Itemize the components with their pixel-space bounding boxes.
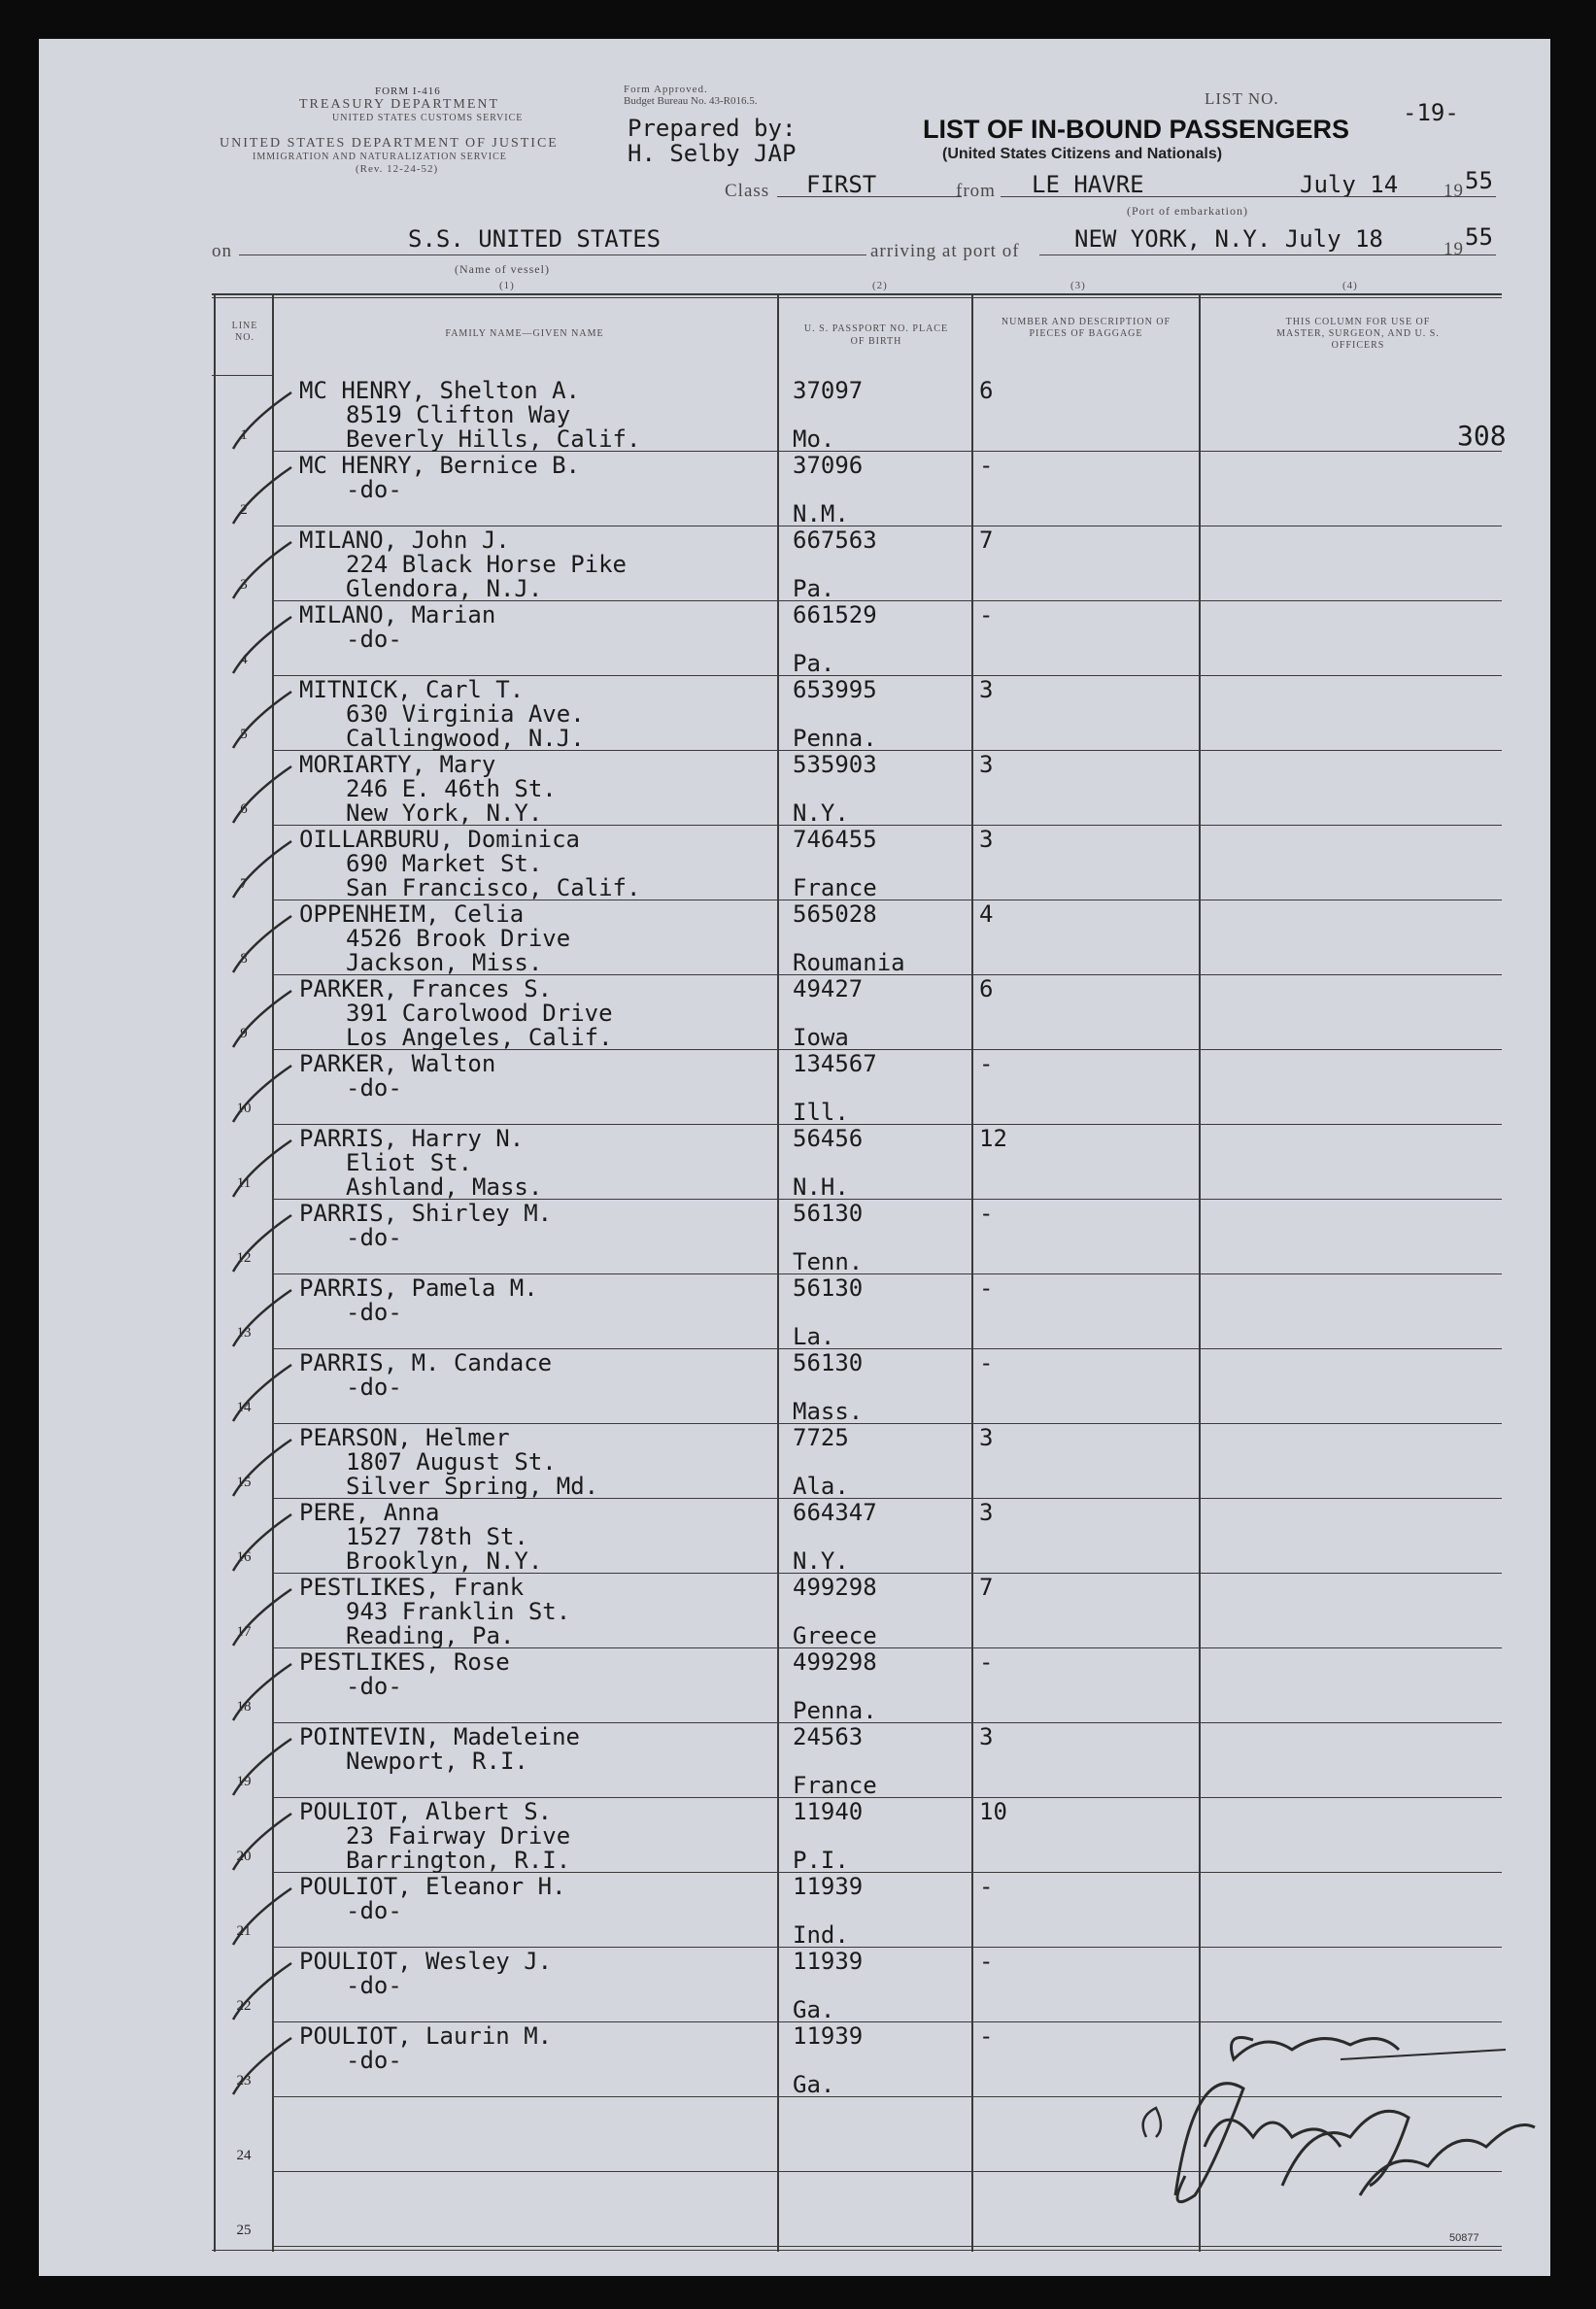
line-number: 8 (240, 951, 248, 967)
baggage-count: - (979, 1050, 994, 1077)
passenger-name-address (299, 977, 613, 1050)
check-mark-icon (229, 387, 297, 455)
place-of-birth: Ala. (793, 1473, 849, 1500)
table-row (212, 1274, 1502, 1349)
address-line-2: Los Angeles, Calif. (346, 1024, 613, 1051)
line-number: 19 (236, 1774, 252, 1789)
passenger-name: PARRIS, Harry N. (299, 1125, 525, 1152)
line-number: 1 (240, 427, 248, 443)
passenger-name-address (299, 1725, 580, 1774)
place-of-birth: N.H. (793, 1173, 849, 1201)
address-line-1: 690 Market St. (346, 850, 543, 877)
check-mark-icon (229, 1209, 297, 1277)
address-line-1: -do- (346, 1074, 402, 1102)
passport-number: 11940 (793, 1798, 864, 1825)
check-mark-icon (229, 1583, 297, 1651)
line-number: 4 (240, 652, 248, 667)
passenger-name-address (299, 2024, 552, 2073)
passport-number: 664347 (793, 1499, 877, 1526)
baggage-count: 3 (979, 676, 994, 703)
check-mark-icon (229, 1135, 297, 1203)
table-row (212, 751, 1502, 826)
check-mark-icon (229, 686, 297, 754)
baggage-count: - (979, 1648, 994, 1676)
passport-number: 37097 (793, 377, 864, 404)
table-row (212, 1200, 1502, 1274)
baggage-count: 3 (979, 751, 994, 778)
check-mark-icon (229, 1060, 297, 1128)
baggage-count: - (979, 1349, 994, 1376)
check-mark-icon (229, 1509, 297, 1577)
table-row (212, 1648, 1502, 1723)
passenger-name-address (299, 1950, 552, 1998)
passenger-name: MC HENRY, Shelton A. (299, 377, 580, 404)
address-line-1: -do- (346, 2047, 402, 2074)
passenger-name-address (299, 1800, 570, 1873)
passport-number: 24563 (793, 1723, 864, 1750)
address-line-2: Silver Spring, Md. (346, 1473, 599, 1500)
passport-number: 56130 (793, 1349, 864, 1376)
line-number: 13 (236, 1325, 252, 1341)
port-of-embarkation: LE HAVRE (1032, 171, 1144, 198)
passenger-name-address (299, 528, 627, 601)
passenger-name-address (299, 1276, 538, 1325)
address-line-2: New York, N.Y. (346, 799, 543, 827)
place-of-birth: Penna. (793, 1697, 877, 1724)
passenger-name: PESTLIKES, Rose (299, 1648, 510, 1676)
col-num-4: (4) (1342, 280, 1358, 291)
baggage-count: 12 (979, 1125, 1007, 1152)
table-row (212, 377, 1502, 452)
justice-dept: UNITED STATES DEPARTMENT OF JUSTICE (220, 136, 559, 151)
table-row (212, 826, 1502, 900)
footer-code: 50877 (1449, 2232, 1479, 2244)
form-approved: Form Approved. (624, 84, 708, 95)
place-of-birth: La. (793, 1323, 835, 1350)
passport-number: 11939 (793, 1948, 864, 1975)
address-line-1: 23 Fairway Drive (346, 1822, 571, 1850)
passenger-name: POULIOT, Laurin M. (299, 2022, 553, 2050)
class-value: FIRST (806, 171, 877, 198)
check-mark-icon (229, 910, 297, 978)
baggage-count: 6 (979, 377, 994, 404)
passenger-name-address (299, 1127, 542, 1200)
line-number: 22 (236, 1998, 252, 2014)
line-number: 14 (236, 1400, 252, 1415)
place-of-birth: Ind. (793, 1921, 849, 1949)
arrival-year: 55 (1465, 223, 1493, 251)
officer-annotation: 308 (1457, 420, 1507, 452)
baggage-count: 7 (979, 526, 994, 554)
line-number: 24 (236, 2148, 252, 2163)
passenger-name-address (299, 603, 495, 652)
check-mark-icon (229, 611, 297, 679)
baggage-count: - (979, 1274, 994, 1302)
line-number: 11 (236, 1175, 252, 1191)
form-revision: (Rev. 12-24-52) (356, 163, 439, 175)
baggage-count: - (979, 452, 994, 479)
place-of-birth: Penna. (793, 725, 877, 752)
place-of-birth: Ga. (793, 1996, 835, 2023)
check-mark-icon (229, 1658, 297, 1726)
ins-service: IMMIGRATION AND NATURALIZATION SERVICE (253, 152, 507, 162)
passport-number: 56456 (793, 1125, 864, 1152)
header-passport: U. S. PASSPORT NO. PLACE OF BIRTH (803, 323, 949, 347)
passenger-name-address (299, 1202, 552, 1250)
passenger-name: OPPENHEIM, Celia (299, 900, 525, 928)
table-row (212, 1499, 1502, 1574)
baggage-count: - (979, 1200, 994, 1227)
passenger-name-address (299, 678, 585, 751)
line-number: 21 (236, 1923, 252, 1939)
passenger-table (212, 293, 1507, 2254)
passenger-name-address (299, 1052, 495, 1101)
passenger-name: POULIOT, Albert S. (299, 1798, 553, 1825)
address-line-1: -do- (346, 1972, 402, 1999)
vessel-name: S.S. UNITED STATES (408, 225, 662, 253)
passenger-name-address (299, 1875, 566, 1923)
line-number: 7 (240, 876, 248, 892)
header-line-no: LINE NO. (231, 321, 258, 343)
table-row (212, 1798, 1502, 1873)
address-line-1: 8519 Clifton Way (346, 401, 571, 428)
year-prefix: 19 (1443, 181, 1464, 201)
baggage-count: - (979, 601, 994, 628)
embarkation-year: 55 (1465, 167, 1493, 194)
prepared-by-value: H. Selby JAP (628, 140, 797, 167)
baggage-count: 7 (979, 1574, 994, 1601)
passport-number: 11939 (793, 1873, 864, 1900)
passenger-name: MITNICK, Carl T. (299, 676, 525, 703)
year-prefix: 19 (1443, 239, 1464, 259)
check-mark-icon (229, 1883, 297, 1951)
place-of-birth: P.I. (793, 1847, 849, 1874)
passenger-name: POULIOT, Eleanor H. (299, 1873, 566, 1900)
address-line-1: -do- (346, 1673, 402, 1700)
place-of-birth: Iowa (793, 1024, 849, 1051)
line-number: 6 (240, 801, 248, 817)
baggage-count: 3 (979, 826, 994, 853)
place-of-birth: Greece (793, 1622, 877, 1649)
passport-number: 56130 (793, 1200, 864, 1227)
table-row (212, 526, 1502, 601)
customs-service: UNITED STATES CUSTOMS SERVICE (332, 113, 524, 123)
address-line-1: 1807 August St. (346, 1448, 557, 1476)
passport-number: 667563 (793, 526, 877, 554)
header-name: FAMILY NAME—GIVEN NAME (445, 328, 604, 339)
passenger-name: OILLARBURU, Dominica (299, 826, 580, 853)
passenger-name: PERE, Anna (299, 1499, 440, 1526)
class-label: Class (725, 181, 770, 201)
passenger-name: MILANO, John J. (299, 526, 510, 554)
form-title: LIST OF IN-BOUND PASSENGERS (923, 115, 1350, 144)
table-row (212, 601, 1502, 676)
passport-number: 653995 (793, 676, 877, 703)
baggage-count: - (979, 2022, 994, 2050)
address-line-2: Callingwood, N.J. (346, 725, 585, 752)
baggage-count: 3 (979, 1723, 994, 1750)
check-mark-icon (229, 1733, 297, 1801)
passenger-name: PARKER, Frances S. (299, 975, 553, 1002)
passenger-name-address (299, 1501, 542, 1574)
passenger-name: MORIARTY, Mary (299, 751, 496, 778)
embarkation-date: July 14 (1300, 171, 1399, 198)
address-line-1: 391 Carolwood Drive (346, 1000, 613, 1027)
line-number: 18 (236, 1699, 252, 1715)
check-mark-icon (229, 1434, 297, 1502)
check-mark-icon (229, 985, 297, 1053)
address-line-1: -do- (346, 1897, 402, 1924)
place-of-birth: N.Y. (793, 799, 849, 827)
line-number: 25 (236, 2223, 252, 2238)
passenger-name: POULIOT, Wesley J. (299, 1948, 553, 1975)
on-label: on (212, 241, 232, 261)
passport-number: 535903 (793, 751, 877, 778)
passenger-name: PARRIS, Pamela M. (299, 1274, 538, 1302)
passport-number: 7725 (793, 1424, 849, 1451)
baggage-count: - (979, 1948, 994, 1975)
table-row (212, 452, 1502, 526)
embarkation-caption: (Port of embarkation) (1127, 204, 1248, 218)
baggage-count: 4 (979, 900, 994, 928)
form-number: FORM I-416 (375, 85, 441, 97)
address-line-1: 943 Franklin St. (346, 1598, 571, 1625)
passport-number: 37096 (793, 452, 864, 479)
passport-number: 661529 (793, 601, 877, 628)
baggage-count: 3 (979, 1424, 994, 1451)
check-mark-icon (229, 1808, 297, 1876)
address-line-2: Beverly Hills, Calif. (346, 425, 641, 453)
check-mark-icon (229, 1284, 297, 1352)
table-row (212, 1349, 1502, 1424)
passport-number: 49427 (793, 975, 864, 1002)
passport-number: 499298 (793, 1648, 877, 1676)
table-row (212, 676, 1502, 751)
arriving-label: arriving at port of (870, 241, 1020, 261)
passport-number: 746455 (793, 826, 877, 853)
baggage-count: 10 (979, 1798, 1007, 1825)
check-mark-icon (229, 1957, 297, 2025)
line-number: 20 (236, 1849, 252, 1864)
table-row (212, 1873, 1502, 1948)
treasury-dept: TREASURY DEPARTMENT (299, 97, 500, 112)
line-number: 10 (236, 1101, 252, 1116)
passport-number: 565028 (793, 900, 877, 928)
table-row (212, 1050, 1502, 1125)
passenger-name-address (299, 902, 570, 975)
line-number: 12 (236, 1250, 252, 1266)
line-number: 17 (236, 1624, 252, 1640)
place-of-birth: Mo. (793, 425, 835, 453)
passenger-name-address (299, 1351, 552, 1400)
place-of-birth: Mass. (793, 1398, 864, 1425)
line-number: 2 (240, 502, 248, 518)
address-line-1: -do- (346, 1374, 402, 1401)
passenger-name-address (299, 1576, 570, 1648)
line-number: 3 (240, 577, 248, 593)
from-label: from (956, 181, 996, 201)
check-mark-icon (229, 461, 297, 529)
passenger-manifest-page (39, 39, 1550, 2276)
header-officers: THIS COLUMN FOR USE OF MASTER, SURGEON, AND U. S. OFFICERS (1276, 317, 1440, 351)
port-of-arrival: NEW YORK, N.Y. July 18 (1074, 225, 1383, 253)
passport-number: 499298 (793, 1574, 877, 1601)
address-line-1: 224 Black Horse Pike (346, 551, 627, 578)
place-of-birth: Ill. (793, 1099, 849, 1126)
passenger-name-address (299, 1650, 510, 1699)
form-subtitle: (United States Citizens and Nationals) (942, 146, 1223, 162)
address-line-1: 630 Virginia Ave. (346, 700, 585, 728)
address-line-2: Glendora, N.J. (346, 575, 543, 602)
table-row (212, 1574, 1502, 1648)
passenger-name: PESTLIKES, Frank (299, 1574, 525, 1601)
check-mark-icon (229, 1359, 297, 1427)
place-of-birth: N.M. (793, 500, 849, 527)
place-of-birth: N.Y. (793, 1547, 849, 1575)
address-line-1: -do- (346, 1224, 402, 1251)
address-line-1: 1527 78th St. (346, 1523, 528, 1550)
check-mark-icon (229, 536, 297, 604)
place-of-birth: Pa. (793, 575, 835, 602)
col-num-1: (1) (499, 280, 515, 291)
passport-number: 56130 (793, 1274, 864, 1302)
handwritten-signature (1137, 2001, 1554, 2215)
line-number: 16 (236, 1549, 252, 1565)
line-number: 9 (240, 1026, 248, 1041)
list-number: -19- (1403, 99, 1459, 126)
table-row (212, 1723, 1502, 1798)
passenger-rows (212, 377, 1502, 2250)
col-num-3: (3) (1070, 280, 1086, 291)
line-number: 23 (236, 2073, 252, 2088)
passenger-name-address (299, 828, 640, 900)
place-of-birth: Ga. (793, 2071, 835, 2098)
place-of-birth: France (793, 874, 877, 901)
line-number: 5 (240, 727, 248, 742)
table-row (212, 1424, 1502, 1499)
address-line-1: -do- (346, 626, 402, 653)
address-line-1: -do- (346, 1299, 402, 1326)
passenger-name-address (299, 753, 557, 826)
passenger-name: PARKER, Walton (299, 1050, 496, 1077)
address-line-1: 4526 Brook Drive (346, 925, 571, 952)
place-of-birth: Tenn. (793, 1248, 864, 1275)
passenger-name-address (299, 379, 640, 452)
budget-bureau: Budget Bureau No. 43-R016.5. (624, 95, 758, 107)
passenger-name: MC HENRY, Bernice B. (299, 452, 580, 479)
address-line-2: Reading, Pa. (346, 1622, 515, 1649)
address-line-2: Jackson, Miss. (346, 949, 543, 976)
place-of-birth: France (793, 1772, 877, 1799)
baggage-count: 6 (979, 975, 994, 1002)
passenger-name: PARRIS, M. Candace (299, 1349, 553, 1376)
address-line-1: Eliot St. (346, 1149, 473, 1176)
table-row (212, 975, 1502, 1050)
address-line-2: Brooklyn, N.Y. (346, 1547, 543, 1575)
baggage-count: 3 (979, 1499, 994, 1526)
vessel-caption: (Name of vessel) (455, 262, 550, 276)
check-mark-icon (229, 761, 297, 829)
address-line-1: 246 E. 46th St. (346, 775, 557, 802)
passenger-name: PARRIS, Shirley M. (299, 1200, 553, 1227)
passenger-name: MILANO, Marian (299, 601, 496, 628)
table-row (212, 1125, 1502, 1200)
passenger-name: PEARSON, Helmer (299, 1424, 510, 1451)
prepared-by-label: Prepared by: (628, 115, 797, 142)
place-of-birth: Pa. (793, 650, 835, 677)
passenger-name-address (299, 1426, 598, 1499)
passport-number: 134567 (793, 1050, 877, 1077)
header-baggage: NUMBER AND DESCRIPTION OF PIECES OF BAGGAGE (1001, 317, 1172, 339)
address-line-1: -do- (346, 476, 402, 503)
check-mark-icon (229, 2032, 297, 2100)
table-row (212, 900, 1502, 975)
address-line-2: Barrington, R.I. (346, 1847, 571, 1874)
address-line-2: San Francisco, Calif. (346, 874, 641, 901)
check-mark-icon (229, 835, 297, 903)
baggage-count: - (979, 1873, 994, 1900)
address-line-2: Ashland, Mass. (346, 1173, 543, 1201)
passenger-name: POINTEVIN, Madeleine (299, 1723, 580, 1750)
list-no-label: LIST NO. (1205, 89, 1279, 108)
place-of-birth: Roumania (793, 949, 905, 976)
line-number: 15 (236, 1475, 252, 1490)
passenger-name-address (299, 454, 580, 502)
address-line-1: Newport, R.I. (346, 1748, 528, 1775)
col-num-2: (2) (872, 280, 888, 291)
passport-number: 11939 (793, 2022, 864, 2050)
